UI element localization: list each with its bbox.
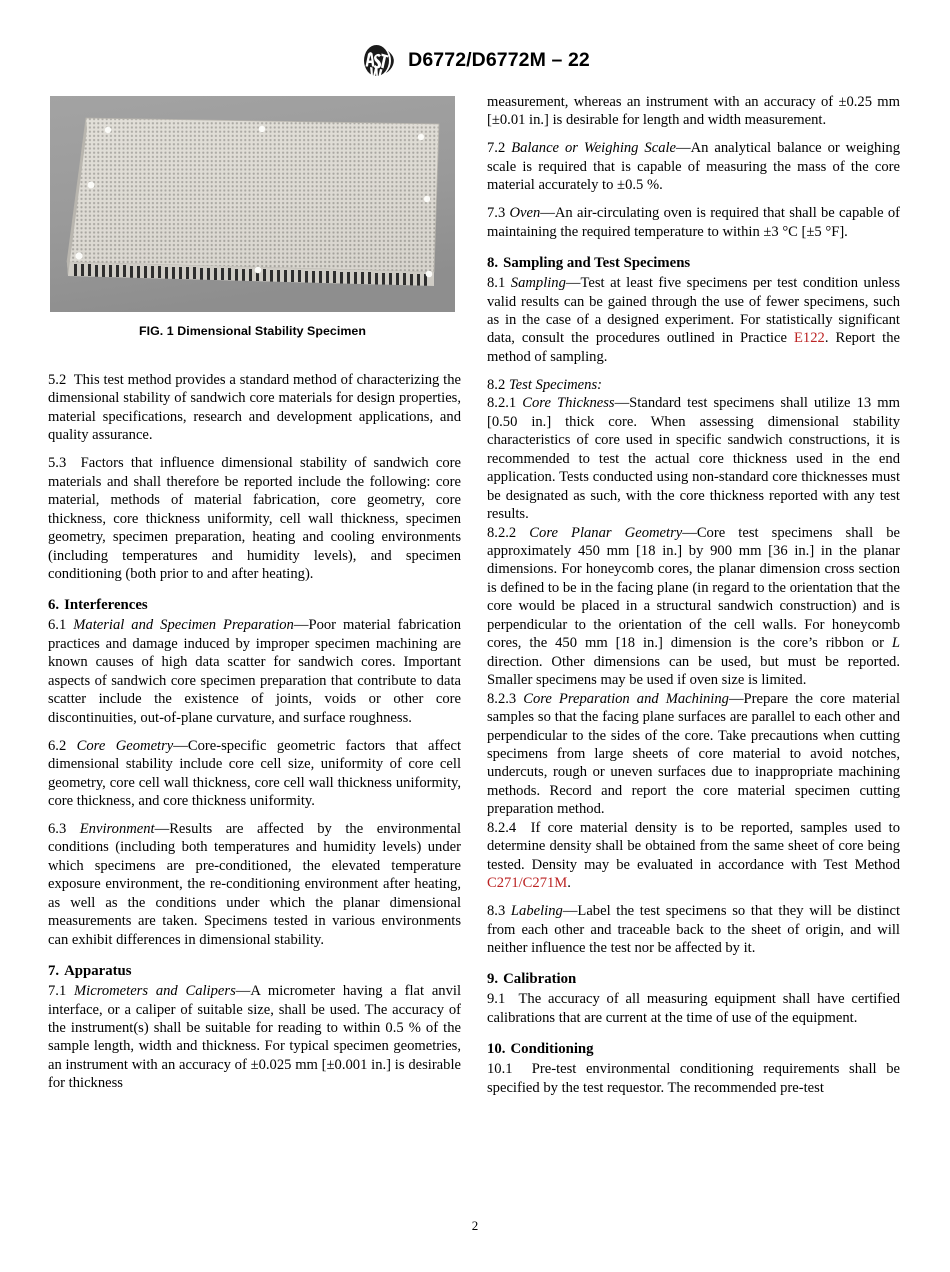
paragraph-6-2: 6.2 Core Geometry—Core-specific geometric factors that affect dimensional stability include core cell size, uniformity of core cell geometry, core cell wall thickness, core cell wall thickness uniformity, core thickness, and core thickness uniformity.: [48, 737, 461, 810]
paragraph-7-1-continuation: measurement, whereas an instrument with an accuracy of ±0.25 mm [±0.01 in.] is desirable for length and width measurement.: [487, 94, 900, 129]
paragraph-7-2: 7.2 Balance or Weighing Scale—An analytical balance or weighing scale is required that is capable of measuring the mass of the core material accurately to ±0.5 %.: [487, 140, 900, 194]
paragraph-8-2-3: 8.2.3 Core Preparation and Machining—Prepare the core material samples so that the facing plane surfaces are parallel to each other and perpendicular to the sides of the core. Take precautions when cutting specimens from large sheets of core material to avoid notches, undercuts, rough or uneven surfaces due to inappropriate machining methods. Record and report the core material specimen cutting preparation method.: [487, 690, 900, 818]
paragraph-8-2: 8.2 Test Specimens:: [487, 376, 602, 393]
section-heading-8: [487, 254, 900, 272]
paragraph-6-1: 6.1 Material and Specimen Preparation—Poor material fabrication practices and damage induced by improper specimen machining are known causes of high data scatter for sandwich cores. Important aspects of sandwich core specimen preparation that contribute to data scatter include the existence of joints, voids or other core discontinuities, out-of-plane curvature, and surface roughness.: [48, 617, 461, 726]
paragraph-9-1: 9.1 The accuracy of all measuring equipment shall have certified calibrations that are current at the time of use of the equipment.: [487, 991, 900, 1026]
left-column: [48, 371, 461, 1093]
section-title-9: Calibration: [503, 971, 577, 988]
page-number: 2: [471, 1218, 479, 1233]
section-heading-6: [48, 596, 461, 614]
figure-caption: FIG. 1 Dimensional Stability Specimen: [138, 324, 366, 338]
section-title-7: Apparatus: [64, 963, 132, 980]
paragraph-8-1: 8.1 Sampling—Test at least five specimens per test condition unless valid results can be gained through the use of fewer specimens, such as in the case of a designed experiment. For statistically significant data, consult the procedures outlined in Practice E122. Report the method of sampling.: [487, 275, 901, 365]
right-column: [487, 93, 900, 1097]
section-title-10: Conditioning: [510, 1041, 594, 1058]
paragraph-6-3: 6.3 Environment—Results are affected by the environmental conditions (including both temperatures and humidity levels) under which specimens are pre-conditioned, the elevated temperature exposure environment, the re-conditioning environment after heating, as well as the conditions under which the planar dimensional measurements are taken. Specimens tested in various environments can exhibit differences in dimensional stability.: [48, 820, 462, 948]
honeycomb-core-specimen-photo: [50, 96, 455, 312]
paragraph-8-2-2: 8.2.2 Core Planar Geometry—Core test specimens shall be approximately 450 mm [18 in.] by 900 mm [36 in.] in the planar dimensions. For honeycomb cores, the planar dimension cross section is defined to be in the facing plane (in regard to the orientation that the core would be placed in a structural sandwich construction) and is perpendicular to the orientation of the cell walls. For honeycomb cores, the 450 mm [18 in.] dimension is the core’s ribbon or L direction. Other dimensions can be used, but must be reported. Smaller specimens may be used if oven size is limited.: [487, 524, 900, 689]
paragraph-5-2: 5.2 This test method provides a standard method of characterizing the dimensional stability of sandwich core materials for design properties, material specifications, research and development applications, and quality assurance.: [48, 372, 461, 444]
section-title-8: Sampling and Test Specimens: [503, 255, 691, 272]
link-e122[interactable]: E122: [794, 330, 825, 347]
astm-logo-icon: [360, 44, 397, 77]
paragraph-7-1: 7.1 Micrometers and Calipers—A micrometer having a flat anvil interface, or a caliper of suitable size, shall be used. The accuracy of the instrument(s) shall be suitable for reading to within 0.5 % of the sample length, width and thickness. For typical specimen geometries, an instrument with an accuracy of ±0.025 mm [±0.001 in.] is desirable for thickness: [48, 983, 461, 1092]
document-designation: D6772/D6772M – 22: [408, 49, 590, 71]
page-header: [0, 44, 950, 77]
section-heading-10: [487, 1040, 900, 1058]
figure-1: [50, 96, 455, 338]
section-number-8: 8.: [487, 255, 499, 272]
paragraph-8-2-1: 8.2.1 Core Thickness—Standard test specimens shall utilize 13 mm [0.50 in.] thick core. When assessing dimensional stability characteristics of core used in specific sandwich constructions, it is recommended to test the actual core thickness used in the end application. Tests conducted using non-standard core thicknesses must be designated as such, with the core thickness reported with any test results.: [487, 395, 900, 523]
link-c271-c271m[interactable]: C271/C271M: [487, 875, 568, 892]
section-number-6: 6.: [48, 597, 60, 614]
paragraph-8-2-4: 8.2.4 If core material density is to be reported, samples used to determine density shall be obtained from the same sheet of core being tested. Density may be evaluated in accordance with Test Method C271/C271M.: [487, 819, 900, 892]
section-heading-7: [48, 962, 461, 980]
paragraph-10-1: 10.1 Pre-test environmental conditioning requirements shall be specified by the test requestor. The recommended pre-test: [487, 1061, 900, 1096]
section-title-6: Interferences: [64, 597, 148, 614]
paragraph-5-3: 5.3 Factors that influence dimensional stability of sandwich core materials and shall therefore be reported include the following: core material, methods of material fabrication, core geometry, core thickness, core thickness uniformity, cell wall thickness, specimen geometry, specimen preparation, heating and cooling environments (including temperatures and humidity levels), and specimen conditioning (both prior to and after heating).: [48, 455, 461, 583]
paragraph-7-3: 7.3 Oven—An air-circulating oven is required that shall be capable of maintaining the required temperature to within ±3 °C [±5 °F].: [487, 205, 900, 240]
section-number-9: 9.: [487, 971, 499, 988]
section-heading-9: [487, 970, 900, 988]
section-number-7: 7.: [48, 963, 60, 980]
section-number-10: 10.: [487, 1041, 506, 1058]
paragraph-8-3: 8.3 Labeling—Label the test specimens so that they will be distinct from each other and traceable back to the sheet of origin, and will neither influence the test nor be affected by it.: [487, 903, 901, 956]
